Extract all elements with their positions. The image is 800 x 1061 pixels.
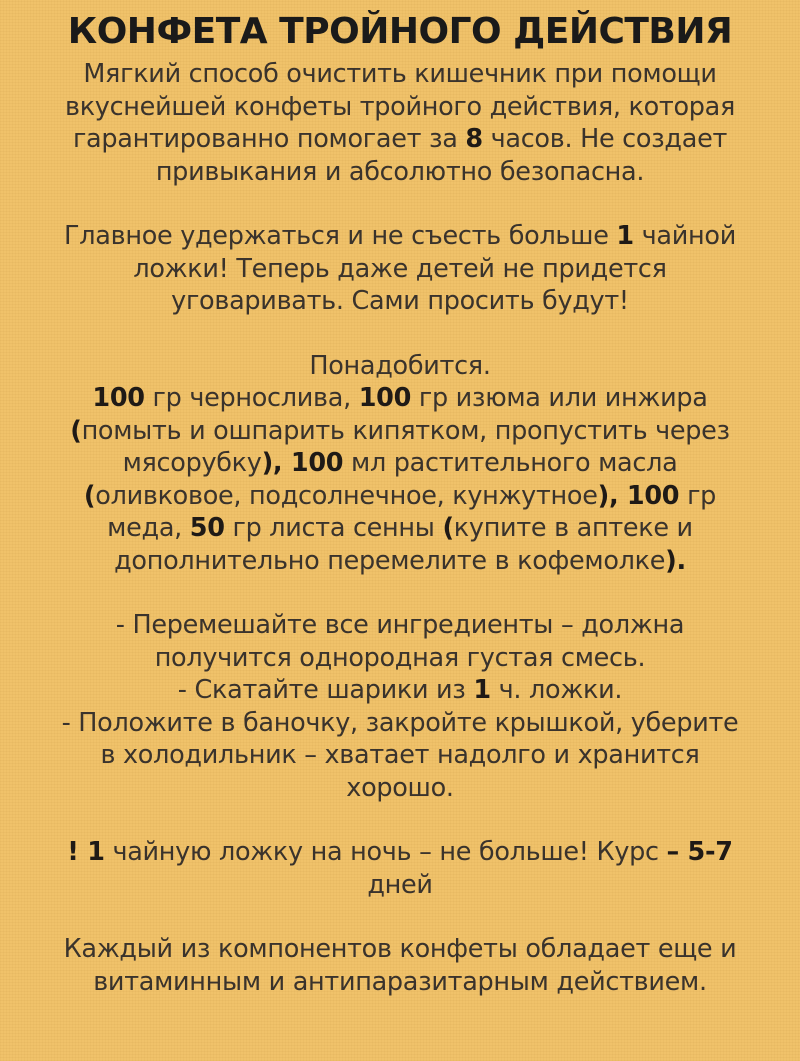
- step-3-line-3: хорошо.: [346, 772, 454, 803]
- ingredient-text: купите в аптеке и: [453, 513, 693, 543]
- steps-paragraph: [10, 609, 790, 804]
- spacer: [10, 804, 790, 836]
- honey-amount: 100: [626, 480, 680, 511]
- ingredients-heading: Понадобится.: [309, 350, 491, 381]
- intro-line-1: Мягкий способ очистить кишечник при помощи: [83, 59, 717, 89]
- ingredient-text: мясорубку: [122, 448, 262, 478]
- warning-paragraph: [10, 220, 790, 318]
- spacer: [10, 318, 790, 350]
- ingredients-line-2: [10, 415, 790, 448]
- step-1-line-1: - Перемешайте все ингредиенты – должна: [115, 610, 685, 640]
- warning-line-3: уговаривать. Сами просить будут!: [171, 286, 629, 316]
- spacer: [10, 577, 790, 609]
- paren: (: [83, 480, 96, 511]
- spacer: [10, 901, 790, 933]
- raisins-amount: 100: [358, 383, 412, 413]
- step-text: - Скатайте шарики из: [177, 675, 474, 705]
- closing-line-2: витаминным и антипаразитарным действием.: [93, 966, 707, 997]
- ingredient-text: гр: [679, 480, 717, 511]
- step-3-line-1: - Положите в баночку, закройте крышкой, уберите: [61, 707, 739, 738]
- ingredient-text: мл растительного масла: [343, 448, 678, 478]
- intro-line-4: привыкания и абсолютно безопасна.: [155, 156, 645, 187]
- ingredients-line-4: [10, 480, 790, 513]
- ingredients-line-6: [10, 545, 790, 578]
- ingredient-text: меда,: [107, 513, 190, 543]
- spacer: [10, 188, 790, 220]
- page-title: КОНФЕТА ТРОЙНОГО ДЕЙСТВИЯ: [67, 11, 733, 52]
- senna-amount: 50: [189, 513, 225, 543]
- ingredient-text: дополнительно перемелите в кофемолке: [114, 545, 666, 576]
- ingredient-text: оливковое, подсолнечное, кунжутное: [95, 480, 598, 511]
- dosage-line-2: дней: [367, 869, 433, 900]
- ingredient-text: гр изюма или инжира: [411, 383, 708, 413]
- warning-text: Главное удержаться и не съесть больше: [64, 221, 617, 251]
- spoon-count: 1: [616, 221, 634, 251]
- step-text: ч. ложки.: [490, 675, 623, 705]
- step-2: [10, 674, 790, 707]
- intro-line-3: [10, 123, 790, 156]
- step-3-line-2: в холодильник – хватает надолго и хранится: [100, 740, 700, 770]
- ingredient-text: помыть и ошпарить кипятком, пропустить через: [81, 415, 730, 446]
- intro-text: часов. Не создает: [482, 124, 728, 154]
- paren: (: [70, 415, 82, 446]
- ingredient-text: гр чернослива,: [144, 383, 359, 413]
- step-2-number: 1: [473, 675, 491, 705]
- prunes-amount: 100: [92, 383, 145, 413]
- dosage-line-1: [10, 836, 790, 869]
- ingredients-line-1: [10, 382, 790, 415]
- warning-text: чайной: [633, 221, 736, 251]
- closing-line-1: Каждый из компонентов конфеты обладает еще и: [63, 934, 737, 964]
- exclamation-mark: !: [67, 837, 88, 867]
- paren: ),: [597, 480, 627, 511]
- oil-amount: 100: [290, 448, 344, 478]
- intro-line-2: вкуснейшей конфеты тройного действия, которая: [64, 91, 736, 122]
- dose-number: 1: [87, 837, 105, 867]
- course-length: – 5-7: [666, 837, 733, 867]
- paren: ).: [665, 545, 686, 576]
- step-1-line-2: получится однородная густая смесь.: [154, 642, 646, 673]
- ingredients-line-3: [10, 447, 790, 480]
- dosage-text: чайную ложку на ночь – не больше! Курс: [104, 837, 667, 867]
- hours-number: 8: [465, 124, 483, 154]
- closing-paragraph: [10, 933, 790, 998]
- ingredients-paragraph: [10, 350, 790, 578]
- ingredient-text: гр листа сенны: [224, 513, 443, 543]
- warning-line-1: [10, 220, 790, 253]
- ingredients-line-5: [10, 512, 790, 545]
- warning-line-2: ложки! Теперь даже детей не придется: [133, 253, 667, 284]
- paren: (: [442, 513, 454, 543]
- intro-paragraph: [10, 58, 790, 188]
- paren: ),: [261, 448, 291, 478]
- dosage-paragraph: [10, 836, 790, 901]
- intro-text: гарантированно помогает за: [72, 124, 466, 154]
